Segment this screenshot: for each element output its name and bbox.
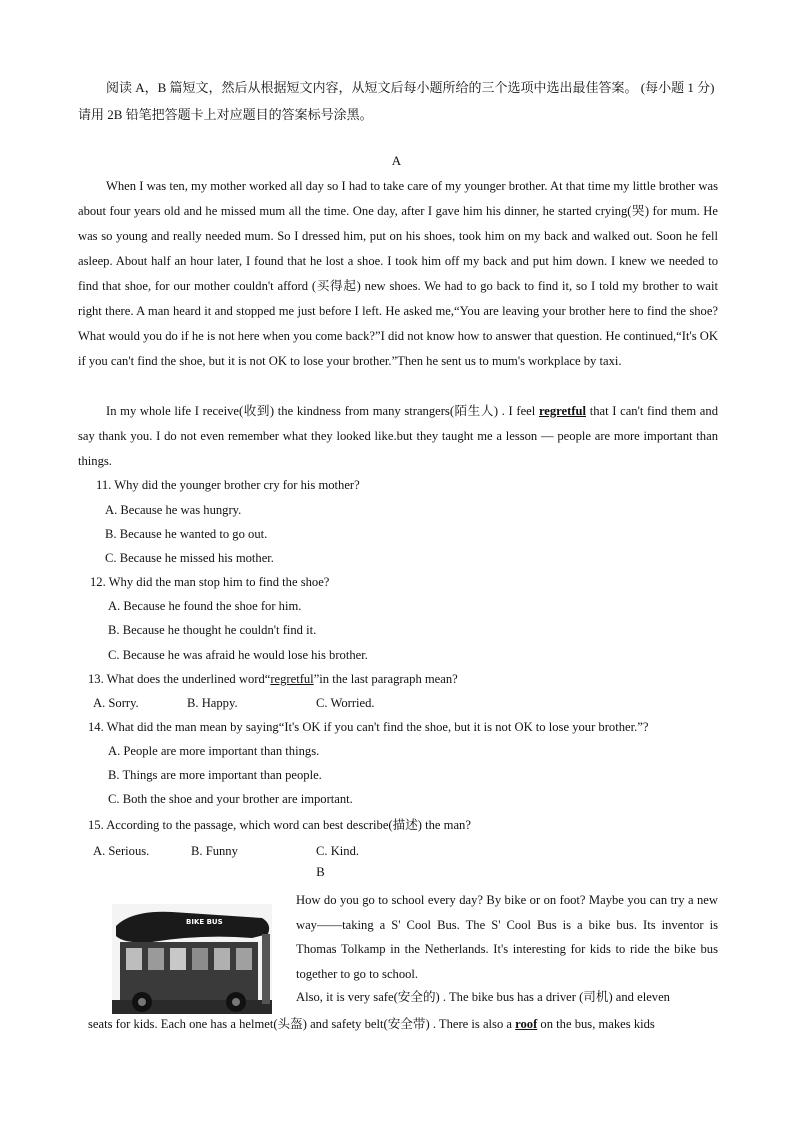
q12-option-b[interactable]: B. Because he thought he couldn't find it.	[108, 623, 317, 637]
q15-option-c[interactable]: C. Kind.	[316, 844, 360, 858]
q12-option-c[interactable]: C. Because he was afraid he would lose his brother.	[108, 648, 368, 662]
q14-option-b[interactable]: B. Things are more important than people.	[108, 768, 322, 782]
p2-text-after: that I can't find them and say thank you. I do not even remember what they looked like.but they taught me a lesson — people are more important than things.	[78, 404, 718, 468]
underlined-word-regretful: regretful	[538, 404, 587, 418]
passage-b-paragraph-2-line-2	[88, 1012, 718, 1036]
q14-option-a[interactable]: A. People are more important than things.	[108, 744, 320, 758]
passage-a-paragraph-1: When I was ten, my mother worked all day so I had to take care of my younger brother. At that time my little brother was about four years old and he missed mum all the time. One day, after I gave him his dinner, he started crying(哭) for mum. He was so young and really needed mum. So I dressed him, put on his shoes, took him on my back and walked out. Soon he fell asleep. About half an hour later, I found that he lost a shoe. I took him off my back and put him down. I knew we needed to find that shoe, for our mother couldn't afford (买得起) new shoes. We had to go back to find it, so I told my brother to wait right there. A man heard it and stopped me just before I left. He asked me,“You are leaving your brother here to find the shoe? What would you do if he is not here when you come back?”I did not know how to answer that question. He continued,“It's OK if you can't find the shoe, but it is not OK to lose your brother.”Then he sent us to mum's workplace by taxi.	[78, 179, 718, 368]
b-line2-after: on the bus, makes kids	[537, 1017, 655, 1031]
q11-option-a[interactable]: A. Because he was hungry.	[105, 503, 242, 517]
b-line2-before: seats for kids. Each one has a helmet(头盔) and safety belt(安全带) . There is also a	[88, 1017, 516, 1031]
underlined-word-roof: roof	[515, 1017, 538, 1031]
q13-option-a[interactable]: A. Sorry.	[93, 696, 139, 710]
p2-text-before: In my whole life I receive(收到) the kindness from many strangers(陌生人) . I feel	[106, 404, 539, 418]
q14-option-c[interactable]: C. Both the shoe and your brother are important.	[108, 792, 353, 806]
q15-option-a[interactable]: A. Serious.	[93, 844, 150, 858]
instructions: 阅读 A，B 篇短文，然后从根据短文内容，从短文后每小题所给的三个选项中选出最佳答案。 (每小题 1 分) 请用 2B 铅笔把答题卡上对应题目的答案标号涂黑。	[78, 80, 715, 122]
question-13	[88, 667, 458, 691]
q11-option-c[interactable]: C. Because he missed his mother.	[105, 551, 274, 565]
q15-option-b[interactable]: B. Funny	[191, 844, 238, 858]
photo-caption: BIKE BUS	[186, 918, 223, 926]
q13-text-before: 13. What does the underlined word“	[88, 672, 271, 686]
passage-a-paragraph-2	[78, 399, 718, 474]
question-11: 11. Why did the younger brother cry for his mother?	[96, 478, 360, 492]
question-12: 12. Why did the man stop him to find the shoe?	[90, 575, 330, 589]
q13-option-b[interactable]: B. Happy.	[187, 696, 238, 710]
question-15: 15. According to the passage, which word can best describe(描述) the man?	[88, 818, 471, 832]
q13-underlined-word: regretful	[270, 672, 314, 686]
bike-bus-photo	[112, 904, 272, 1014]
passage-b-paragraph-2-line-1: Also, it is very safe(安全的) . The bike bus has a driver (司机) and eleven	[296, 990, 670, 1004]
passage-b-paragraph-1: How do you go to school every day? By bike or on foot? Maybe you can try a new way——taking a S' Cool Bus. The S' Cool Bus is a bike bus. Its inventor is Thomas Tolkamp in the Netherlands. It's interesting for kids to ride the bike bus together to go to school.	[296, 893, 718, 981]
q11-option-b[interactable]: B. Because he wanted to go out.	[105, 527, 268, 541]
passage-a-label: A	[391, 153, 402, 168]
question-14: 14. What did the man mean by saying“It's OK if you can't find the shoe, but it is not OK to lose your brother.”?	[88, 720, 649, 734]
passage-b-label: B	[316, 864, 325, 879]
q13-option-c[interactable]: C. Worried.	[316, 696, 375, 710]
q12-option-a[interactable]: A. Because he found the shoe for him.	[108, 599, 302, 613]
q13-text-after: ”in the last paragraph mean?	[313, 672, 458, 686]
